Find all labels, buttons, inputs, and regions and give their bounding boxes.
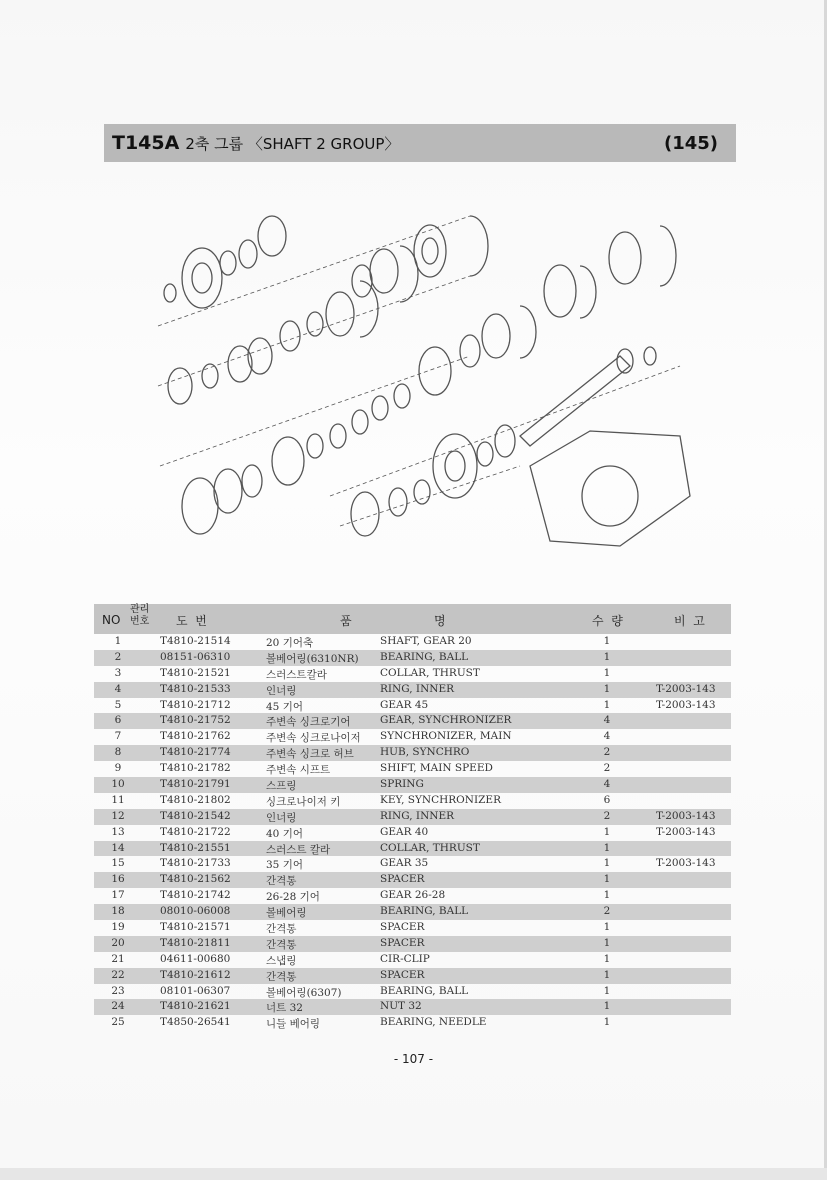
part-number: T4810-21571 [160, 921, 231, 934]
part-name-english: SHAFT, GEAR 20 [380, 635, 472, 647]
gear-part [272, 437, 304, 485]
part-name-korean: 간격통 [266, 938, 297, 951]
gear-bore [445, 451, 465, 481]
bearing-part [258, 216, 286, 256]
row-no: 15 [111, 857, 125, 870]
part-name-korean: 너트 32 [266, 1002, 303, 1015]
row-no: 25 [111, 1016, 125, 1029]
part-name-english: GEAR, SYNCHRONIZER [380, 714, 512, 727]
quantity: 1 [603, 889, 611, 902]
bearing-part [644, 347, 656, 365]
part-name-english: KEY, SYNCHRONIZER [380, 793, 501, 806]
row-no: 7 [114, 730, 122, 743]
part-number: T4810-21612 [160, 968, 231, 981]
part-name-english: SPACER [380, 921, 425, 934]
hub-bore [422, 238, 438, 264]
gear-bore [192, 263, 212, 293]
part-name-korean: 스러스트 칼라 [266, 843, 331, 856]
bearing-part [495, 425, 515, 457]
part-name-english: GEAR 26-28 [380, 889, 446, 902]
table-row [94, 904, 731, 920]
col-mgmt-top: 관리 [130, 604, 150, 615]
part-number: T4850-26541 [160, 1016, 231, 1029]
table-row [94, 713, 731, 729]
collar-part [220, 251, 236, 275]
quantity: 1 [603, 968, 611, 981]
row-no: 17 [111, 889, 125, 902]
snap-ring [660, 226, 676, 286]
quantity: 2 [603, 905, 611, 918]
part-number: T4810-21752 [160, 714, 231, 727]
row-no: 13 [111, 825, 125, 838]
row-no: 6 [114, 714, 122, 727]
spacer-part [168, 368, 192, 404]
part-number: T4810-21562 [160, 873, 231, 886]
quantity: 1 [603, 666, 611, 679]
snap-ring [520, 306, 536, 358]
part-name-korean: 주변속 싱크로기어 [266, 716, 351, 729]
col-part-no: 도 번 [176, 614, 207, 628]
row-no: 22 [111, 968, 125, 981]
group-title: 2축 그룹 〈SHAFT 2 GROUP〉 [185, 135, 400, 153]
row-no: 4 [114, 682, 122, 695]
page-number: - 107 - [393, 1052, 434, 1066]
table-row [94, 793, 731, 809]
hub-part [242, 465, 262, 497]
part-name-english: BEARING, NEEDLE [380, 1016, 487, 1029]
part-name-korean: 인너링 [266, 811, 297, 824]
ring-part [394, 384, 410, 408]
part-name-korean: 간격통 [266, 923, 297, 936]
row-no: 20 [111, 936, 125, 949]
quantity: 1 [603, 984, 611, 997]
row-no: 19 [111, 921, 125, 934]
hub-part [389, 488, 407, 516]
row-no: 12 [111, 809, 125, 822]
part-number: T4810-21533 [160, 682, 231, 695]
col-mgmt-bottom: 번호 [130, 616, 150, 627]
gear-part [182, 248, 222, 308]
transmission-case [530, 431, 690, 546]
row-no: 2 [114, 650, 122, 663]
row-no: 24 [111, 1000, 125, 1013]
quantity: 1 [603, 698, 611, 711]
synchro-ring [370, 249, 398, 293]
part-number: T4810-21722 [160, 825, 231, 838]
table-row [94, 761, 731, 777]
part-number: T4810-21733 [160, 857, 231, 870]
synchro-ring [326, 292, 354, 336]
ring-part [477, 442, 493, 466]
part-name-english: SPACER [380, 936, 425, 949]
ring-part [330, 424, 346, 448]
part-number: T4810-21742 [160, 889, 231, 902]
part-name-english: GEAR 45 [380, 698, 429, 711]
part-name-english: HUB, SYNCHRO [380, 746, 470, 759]
part-name-english: BEARING, BALL [380, 905, 469, 918]
quantity: 1 [603, 873, 611, 886]
part-number: 08151-06310 [160, 650, 231, 663]
row-no: 21 [111, 952, 125, 965]
part-name-korean: 간격통 [266, 875, 297, 888]
part-number: T4810-21542 [160, 809, 231, 822]
part-name-english: BEARING, BALL [380, 650, 469, 663]
table-row [94, 856, 731, 872]
table-row [94, 825, 731, 841]
table-row [94, 888, 731, 904]
part-number: T4810-21774 [160, 746, 231, 759]
part-name-english: SPRING [380, 778, 424, 791]
quantity: 1 [603, 952, 611, 965]
remark: T-2003-143 [656, 682, 716, 695]
row-no: 18 [111, 905, 125, 918]
snap-ring [400, 246, 418, 302]
gear-part [248, 338, 272, 374]
part-number: 08010-06008 [160, 905, 231, 918]
part-name-korean: 니들 베어링 [266, 1018, 321, 1031]
part-name-korean: 45 기어 [266, 700, 303, 713]
quantity: 1 [603, 841, 611, 854]
part-name-english: RING, INNER [380, 809, 455, 822]
table-row [94, 698, 731, 714]
row-no: 3 [114, 666, 122, 679]
part-name-english: SYNCHRONIZER, MAIN [380, 730, 512, 743]
table-row [94, 777, 731, 793]
col-name-a: 품 [340, 614, 352, 628]
part-name-korean: 볼베어링(6310NR) [266, 652, 359, 665]
row-no: 9 [114, 762, 122, 775]
row-no: 23 [111, 984, 125, 997]
ring-part [372, 396, 388, 420]
part-name-english: GEAR 40 [380, 825, 429, 838]
part-number: T4810-21551 [160, 841, 231, 854]
quantity: 4 [603, 714, 611, 727]
part-number: T4810-21782 [160, 762, 231, 775]
case-bore [582, 466, 638, 526]
table-header [94, 604, 731, 634]
part-name-english: SPACER [380, 968, 425, 981]
table-row [94, 634, 731, 650]
quantity: 1 [603, 635, 611, 647]
quantity: 1 [603, 682, 611, 695]
table-row [94, 984, 731, 1000]
bearing-part [239, 240, 257, 268]
part-name-korean: 26-28 기어 [266, 891, 320, 904]
table-row [94, 936, 731, 952]
row-no: 5 [114, 698, 122, 711]
part-number: T4810-21521 [160, 666, 231, 679]
part-name-english: GEAR 35 [380, 857, 429, 870]
quantity: 1 [603, 1000, 611, 1013]
quantity: 4 [603, 778, 611, 791]
part-name-english: SHIFT, MAIN SPEED [380, 762, 493, 775]
bearing-part [280, 321, 300, 351]
gear-part [433, 434, 477, 498]
quantity: 2 [603, 762, 611, 775]
snap-ring [580, 266, 596, 318]
quantity: 4 [603, 730, 611, 743]
part-name-english: SPACER [380, 873, 425, 886]
exploded-parts-diagram [140, 196, 700, 566]
part-name-english: RING, INNER [380, 682, 455, 695]
part-number: 08101-06307 [160, 984, 231, 997]
remark: T-2003-143 [656, 857, 716, 870]
synchronizer-hub [544, 265, 576, 317]
part-name-korean: 35 기어 [266, 859, 303, 872]
part-number: 04611-00680 [160, 952, 231, 965]
part-number: T4810-21791 [160, 778, 231, 791]
row-no: 10 [111, 778, 125, 791]
part-number: T4810-21514 [160, 635, 231, 647]
synchro-ring [182, 478, 218, 534]
table-row [94, 1015, 731, 1031]
row-no: 8 [114, 746, 122, 759]
part-name-korean: 간격통 [266, 970, 297, 983]
part-name-korean: 스냅링 [266, 954, 297, 967]
part-name-korean: 인너링 [266, 684, 297, 697]
hub-part [460, 335, 480, 367]
part-name-korean: 주변속 싱크로나이저 [266, 732, 361, 745]
part-number: T4810-21712 [160, 698, 231, 711]
table-row [94, 872, 731, 888]
table-row [94, 968, 731, 984]
table-row [94, 682, 731, 698]
table-row [94, 650, 731, 666]
col-qty: 수 량 [592, 614, 623, 628]
part-name-korean: 스프링 [266, 780, 297, 793]
gear-part [419, 347, 451, 395]
part-number: T4810-21621 [160, 1000, 231, 1013]
guide-line [158, 216, 470, 386]
snap-ring [360, 281, 378, 337]
title-bar [104, 124, 736, 162]
group-code: T145A [112, 132, 180, 154]
table-row [94, 952, 731, 968]
part-name-korean: 볼베어링 [266, 907, 307, 920]
part-number: T4810-21811 [160, 936, 231, 949]
nut-part [164, 284, 176, 302]
table-row [94, 920, 731, 936]
part-name-korean: 스러스트칼라 [266, 668, 327, 681]
table-row [94, 666, 731, 682]
col-name-b: 명 [434, 614, 446, 628]
table-row [94, 999, 731, 1015]
synchronizer-hub [414, 225, 446, 277]
part-name-korean: 볼베어링(6307) [266, 986, 342, 999]
synchro-ring [214, 469, 242, 513]
quantity: 1 [603, 825, 611, 838]
synchro-ring [482, 314, 510, 358]
part-name-english: COLLAR, THRUST [380, 841, 480, 854]
row-no: 11 [111, 793, 125, 806]
part-name-korean: 싱크로나이저 키 [266, 795, 341, 808]
table-row [94, 841, 731, 857]
synchro-gear [609, 232, 641, 284]
part-name-korean: 40 기어 [266, 827, 303, 840]
table-row [94, 729, 731, 745]
quantity: 1 [603, 650, 611, 663]
spacer-part [202, 364, 218, 388]
title-group [112, 132, 399, 154]
table-row [94, 809, 731, 825]
quantity: 1 [603, 936, 611, 949]
quantity: 1 [603, 857, 611, 870]
row-no: 14 [111, 841, 125, 854]
quantity: 2 [603, 809, 611, 822]
table-row [94, 745, 731, 761]
row-no: 1 [114, 635, 122, 647]
page-bottom-band [0, 1168, 827, 1180]
ring-part [307, 312, 323, 336]
remark: T-2003-143 [656, 809, 716, 822]
col-no: NO [102, 613, 121, 627]
quantity: 1 [603, 921, 611, 934]
parts-table [94, 634, 731, 1031]
ring-part [307, 434, 323, 458]
ring-part [352, 410, 368, 434]
remark: T-2003-143 [656, 825, 716, 838]
part-name-korean: 주변속 시프트 [266, 764, 331, 777]
part-number: T4810-21802 [160, 793, 231, 806]
row-no: 16 [111, 873, 125, 886]
snap-ring [470, 216, 488, 276]
part-name-english: COLLAR, THRUST [380, 666, 480, 679]
part-name-korean: 주변속 싱크로 허브 [266, 748, 354, 761]
part-name-english: NUT 32 [380, 1000, 422, 1013]
ring-part [414, 480, 430, 504]
part-name-korean: 20 기어축 [266, 637, 314, 649]
part-name-english: CIR-CLIP [380, 952, 430, 965]
part-number: T4810-21762 [160, 730, 231, 743]
part-name-english: BEARING, BALL [380, 984, 469, 997]
remark: T-2003-143 [656, 698, 716, 711]
quantity: 6 [603, 793, 611, 806]
quantity: 1 [603, 1016, 611, 1029]
quantity: 2 [603, 746, 611, 759]
col-note: 비 고 [674, 614, 705, 628]
page-reference: (145) [663, 132, 718, 154]
